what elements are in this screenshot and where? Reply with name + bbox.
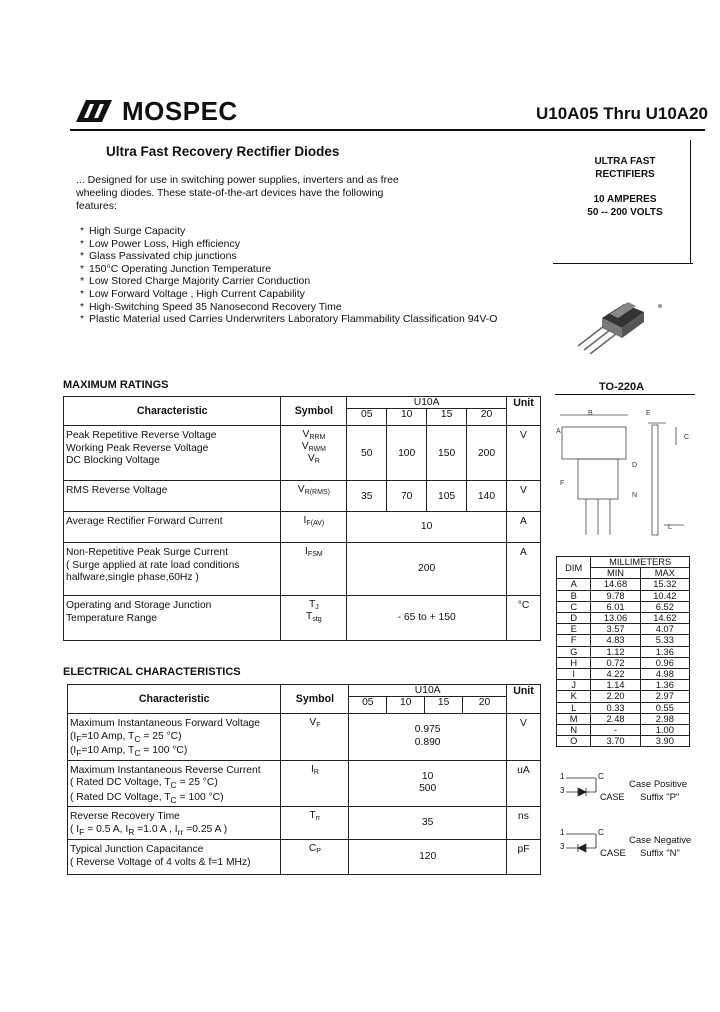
description: ... Designed for use in switching power supplies, inverters and as free wheeling diodes. These state-of-the-art devices have the following features: — [76, 174, 399, 212]
brand — [70, 96, 238, 126]
mm-max: 1.36 — [640, 646, 689, 657]
cell-unit: pF — [506, 840, 540, 875]
feature-list — [80, 225, 497, 326]
mm-min: 0.33 — [591, 702, 640, 713]
table-header-row — [64, 397, 541, 409]
max-ratings-table — [63, 396, 541, 641]
bullet-icon: * — [80, 313, 85, 326]
header-col: 20 — [467, 409, 507, 426]
cell-characteristic: Non-Repetitive Peak Surge Current ( Surge applied at rate load conditions halfware,single phase,60Hz ) — [64, 543, 281, 596]
cell-value: 70 — [387, 481, 427, 512]
header-group: U10A — [347, 397, 507, 409]
header-group: U10A — [349, 685, 507, 697]
header-col: 15 — [425, 697, 463, 714]
mm-max: 2.98 — [640, 713, 689, 724]
mm-row — [557, 669, 690, 680]
pin3-neg: 3 — [560, 842, 565, 851]
cell-unit: V — [506, 426, 540, 481]
mm-min: 6.01 — [591, 601, 640, 612]
polarity-diagrams — [556, 772, 696, 872]
feature-item — [80, 238, 497, 251]
feature-item — [80, 275, 497, 288]
mm-row — [557, 635, 690, 646]
mm-row — [557, 680, 690, 691]
cell-value-span: 10 — [347, 512, 507, 543]
cell-characteristic: Operating and Storage Junction Temperature Range — [64, 596, 281, 641]
bullet-icon: * — [80, 287, 85, 300]
pin3-pos: 3 — [560, 786, 565, 795]
mm-row — [557, 725, 690, 736]
cell-symbol: $V_{R(RMS)}$ — [281, 481, 347, 512]
cell-value: 200 — [467, 426, 507, 481]
cell-characteristic: Maximum Instantaneous Forward Voltage ($I_F=10$ Amp, $T_C = 25$ °C) ($I_F=10$ Amp, $T_C = 100$ °C) — [68, 714, 281, 761]
mm-min-header: MIN — [591, 568, 640, 579]
mm-dim: N — [557, 725, 591, 736]
mm-max: 3.90 — [640, 736, 689, 747]
package-image — [570, 290, 680, 365]
max-ratings-title: MAXIMUM RATINGS — [63, 379, 169, 391]
feature-item — [80, 225, 497, 238]
header-unit: Unit — [506, 685, 540, 714]
mm-max: 10.42 — [640, 590, 689, 601]
mm-dim: L — [557, 702, 591, 713]
header-col: 05 — [347, 409, 387, 426]
brand-name: MOSPEC — [122, 95, 238, 126]
cell-value-span: 200 — [347, 543, 507, 596]
svg-text:C: C — [684, 434, 690, 441]
mm-dim: F — [557, 635, 591, 646]
feature-item — [80, 301, 497, 314]
mm-dim: C — [557, 601, 591, 612]
header-col: 10 — [387, 409, 427, 426]
mm-row — [557, 657, 690, 668]
cell-unit: A — [506, 512, 540, 543]
case-negative-label: Case Negative — [629, 835, 692, 846]
mm-dim: E — [557, 624, 591, 635]
elec-table — [67, 684, 541, 875]
mm-dim-header: DIM — [557, 557, 591, 579]
cell-value-span: 120 — [349, 840, 507, 875]
cell-value: 50 — [347, 426, 387, 481]
cell-value-span: 35 — [349, 807, 507, 840]
mm-min: 2.48 — [591, 713, 640, 724]
cell-unit: V — [506, 481, 540, 512]
table-row — [68, 760, 541, 807]
cell-value: 100 — [387, 426, 427, 481]
header-col: 15 — [427, 409, 467, 426]
elec-title: ELECTRICAL CHARACTERISTICS — [63, 666, 241, 678]
mm-dim: I — [557, 669, 591, 680]
mm-min: 3.57 — [591, 624, 640, 635]
svg-text:A: A — [556, 428, 561, 435]
header-symbol: Symbol — [281, 397, 347, 426]
feature-text: Low Forward Voltage , High Current Capability — [89, 287, 305, 300]
cell-symbol: $I_{FSM}$ — [281, 543, 347, 596]
bullet-icon: * — [80, 275, 85, 288]
svg-text:D: D — [632, 462, 638, 469]
mm-dim: H — [557, 657, 591, 668]
cell-characteristic: Average Rectifier Forward Current — [64, 512, 281, 543]
mm-max: 1.00 — [640, 725, 689, 736]
table-row — [64, 512, 541, 543]
cell-symbol: $T_J$ $T_{stg}$ — [281, 596, 347, 641]
mm-row — [557, 646, 690, 657]
pin1-neg: 1 — [560, 828, 565, 837]
feature-text: Plastic Material used Carries Underwriters Laboratory Flammability Classification 94V-O — [89, 313, 498, 326]
header-divider — [70, 129, 705, 131]
cell-value: 140 — [467, 481, 507, 512]
mm-min: - — [591, 725, 640, 736]
case-negative-suffix: Suffix "N" — [640, 848, 680, 859]
svg-text:E: E — [646, 410, 651, 417]
feature-text: Glass Passivated chip junctions — [89, 250, 237, 263]
bullet-icon: * — [80, 225, 85, 237]
feature-item — [80, 313, 497, 326]
mm-dim: A — [557, 579, 591, 590]
mm-max: 0.55 — [640, 702, 689, 713]
table-row — [64, 596, 541, 641]
model-number: U10A05 Thru U10A20 — [536, 104, 708, 123]
case-neg: CASE — [600, 848, 626, 859]
cell-characteristic: Peak Repetitive Reverse Voltage Working Peak Reverse Voltage DC Blocking Voltage — [64, 426, 281, 481]
table-header-row — [68, 685, 541, 697]
mm-row — [557, 736, 690, 747]
header-unit: Unit — [506, 397, 540, 426]
spec-line-2: RECTIFIERS — [595, 168, 655, 180]
millimeters-table — [556, 556, 690, 747]
pinC-neg: C — [598, 828, 604, 837]
page-title: Ultra Fast Recovery Rectifier Diodes — [106, 144, 340, 159]
feature-text: Low Stored Charge Majority Carrier Conduction — [89, 275, 311, 288]
mm-min: 3.70 — [591, 736, 640, 747]
feature-item — [80, 250, 497, 263]
feature-text: High Surge Capacity — [89, 225, 186, 237]
table-row — [68, 714, 541, 761]
cell-symbol: $V_{RRM}$ $V_{RWM}$ $V_R$ — [281, 426, 347, 481]
mm-max: 1.36 — [640, 680, 689, 691]
mm-row — [557, 579, 690, 590]
mm-row — [557, 702, 690, 713]
spec-box-bottom — [553, 263, 693, 264]
mm-min: 4.83 — [591, 635, 640, 646]
mm-dim: M — [557, 713, 591, 724]
cell-value-span: - 65 to + 150 — [347, 596, 507, 641]
mm-max: 14.62 — [640, 613, 689, 624]
cell-unit: °C — [506, 596, 540, 641]
table-row — [64, 426, 541, 481]
mm-max: 5.33 — [640, 635, 689, 646]
cell-symbol: $C_P$ — [281, 840, 349, 875]
mm-min: 13.06 — [591, 613, 640, 624]
svg-text:F: F — [560, 480, 565, 487]
cell-characteristic: RMS Reverse Voltage — [64, 481, 281, 512]
mm-min: 14.68 — [591, 579, 640, 590]
spec-box — [560, 156, 690, 219]
feature-item — [80, 263, 497, 276]
mm-min: 2.20 — [591, 691, 640, 702]
header-symbol: Symbol — [281, 685, 349, 714]
cell-characteristic: Maximum Instantaneous Reverse Current ( Rated DC Voltage, $T_C = 25$ °C) ( Rated DC Voltage, $T_C = 100$ °C) — [68, 760, 281, 807]
mm-dim: K — [557, 691, 591, 702]
header-col: 20 — [463, 697, 507, 714]
header-characteristic: Characteristic — [68, 685, 281, 714]
mm-max: 4.98 — [640, 669, 689, 680]
package-label: TO-220A — [599, 381, 645, 393]
cell-value: 105 — [427, 481, 467, 512]
cell-characteristic: Reverse Recovery Time ( $I_F = 0.5$ A, $I_R =1.0$ A , $I_{rr} =0.25$ A ) — [68, 807, 281, 840]
bullet-icon: * — [80, 262, 85, 275]
mm-row — [557, 590, 690, 601]
cell-symbol: $I_R$ — [281, 760, 349, 807]
feature-text: Low Power Loss, High efficiency — [89, 237, 240, 250]
spec-line-4: 50 -- 200 VOLTS — [587, 206, 663, 218]
mm-dim: J — [557, 680, 591, 691]
cell-symbol: $I_{F(AV)}$ — [281, 512, 347, 543]
cell-value-span: 10 500 — [349, 760, 507, 807]
feature-item — [80, 288, 497, 301]
mm-row — [557, 601, 690, 612]
mm-dim: B — [557, 590, 591, 601]
svg-text:B: B — [588, 410, 593, 417]
table-row — [64, 543, 541, 596]
mm-dim: G — [557, 646, 591, 657]
mm-max: 6.52 — [640, 601, 689, 612]
mm-row — [557, 691, 690, 702]
mm-header-row — [557, 557, 690, 568]
cell-value-span: 0.975 0.890 — [349, 714, 507, 761]
table-row — [68, 807, 541, 840]
header-col: 05 — [349, 697, 387, 714]
mospec-logo-icon — [70, 98, 114, 124]
spec-line-3: 10 AMPERES — [593, 194, 657, 205]
pin1-pos: 1 — [560, 772, 565, 781]
mm-dim: O — [557, 736, 591, 747]
cell-symbol: $T_{rr}$ — [281, 807, 349, 840]
mm-row — [557, 713, 690, 724]
cell-symbol: $V_F$ — [281, 714, 349, 761]
table-row — [64, 481, 541, 512]
mm-max: 0.96 — [640, 657, 689, 668]
cell-characteristic: Typical Junction Capacitance ( Reverse Voltage of 4 volts & f=1 MHz) — [68, 840, 281, 875]
package-outline-drawing — [556, 405, 696, 560]
cell-unit: A — [506, 543, 540, 596]
cell-unit: V — [506, 714, 540, 761]
mm-min: 9.78 — [591, 590, 640, 601]
mm-max-header: MAX — [640, 568, 689, 579]
header-col: 10 — [387, 697, 425, 714]
feature-text: High-Switching Speed 35 Nanosecond Recovery Time — [89, 300, 342, 313]
spec-line-1: ULTRA FAST — [594, 156, 656, 167]
cell-unit: uA — [506, 760, 540, 807]
svg-text:N: N — [632, 492, 638, 499]
header-characteristic: Characteristic — [64, 397, 281, 426]
mm-row — [557, 613, 690, 624]
table-row — [68, 840, 541, 875]
mm-max: 2.97 — [640, 691, 689, 702]
cell-value: 35 — [347, 481, 387, 512]
case-positive-suffix: Suffix "P" — [640, 792, 680, 803]
mm-max: 4.07 — [640, 624, 689, 635]
bullet-icon: * — [80, 300, 85, 313]
bullet-icon: * — [80, 237, 85, 250]
mm-min: 4.22 — [591, 669, 640, 680]
mm-min: 1.14 — [591, 680, 640, 691]
mm-title: MILLIMETERS — [591, 557, 690, 568]
bullet-icon: * — [80, 250, 85, 263]
svg-text:L: L — [668, 524, 672, 531]
feature-text: 150°C Operating Junction Temperature — [89, 262, 272, 275]
mm-dim: D — [557, 613, 591, 624]
mm-min: 0.72 — [591, 657, 640, 668]
pinC-pos: C — [598, 772, 604, 781]
package-divider — [555, 394, 695, 395]
mm-row — [557, 624, 690, 635]
spec-box-border — [690, 140, 691, 263]
cell-unit: ns — [506, 807, 540, 840]
case-positive-label: Case Positive — [629, 779, 688, 790]
mm-max: 15.32 — [640, 579, 689, 590]
cell-value: 150 — [427, 426, 467, 481]
mm-min: 1.12 — [591, 646, 640, 657]
case-pos: CASE — [600, 792, 625, 802]
